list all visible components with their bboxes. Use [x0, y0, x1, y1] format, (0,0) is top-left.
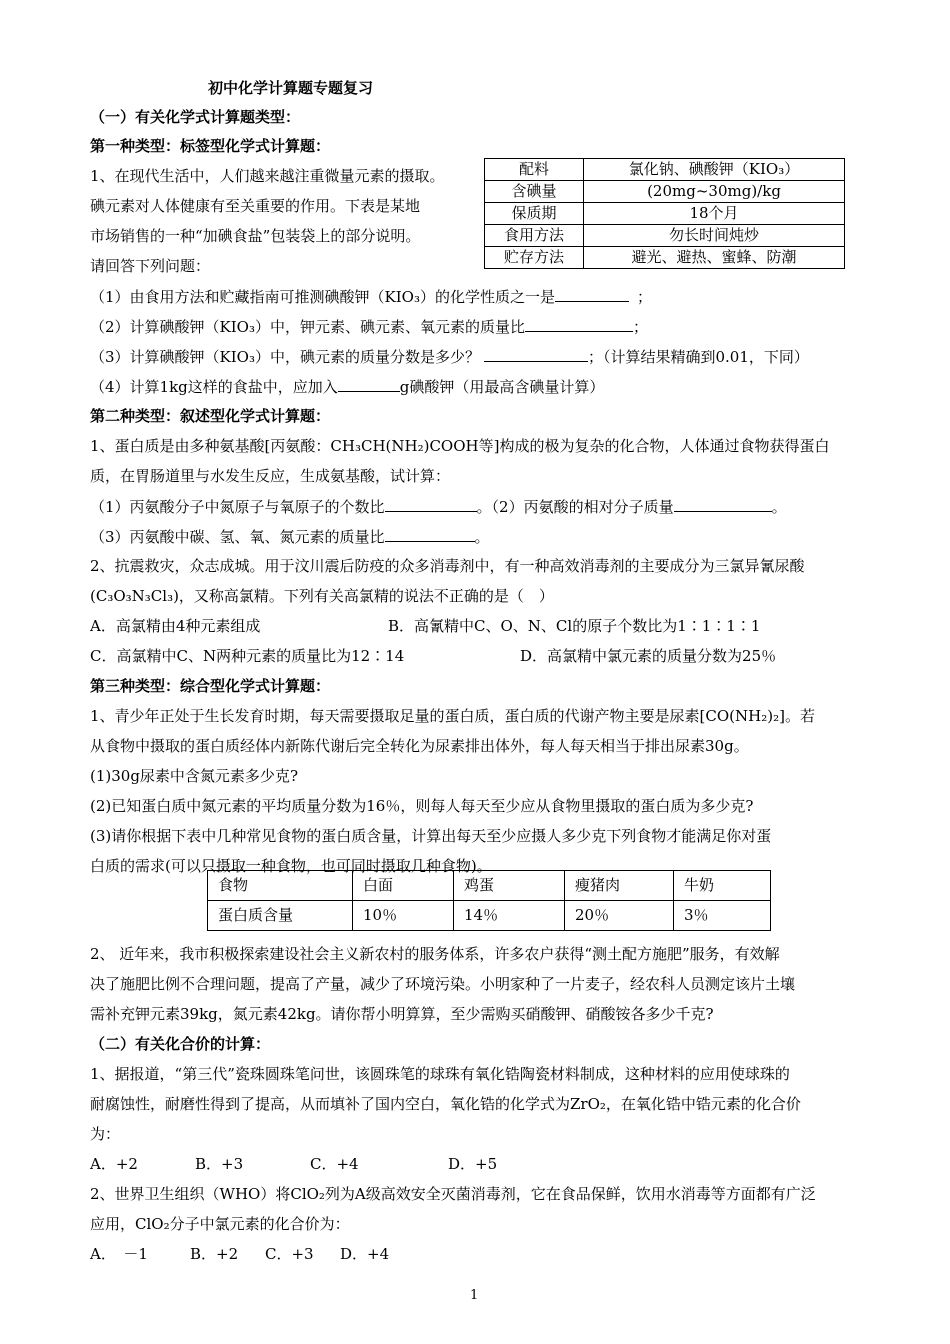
question-text: （3）计算碘酸钾（KIO₃）中，碘元素的质量分数是多少？ [90, 348, 480, 366]
section2-paragraph-line: 1、据报道，“第三代”瓷珠圆珠笔问世，该圆珠笔的球珠有氧化锆陶瓷材料制成，这种材料的应用使球珠的 [90, 1065, 790, 1083]
choice-c: C．+3 [265, 1245, 314, 1263]
type1-intro-line: 市场销售的一种“加碘食盐”包装袋上的部分说明。 [90, 227, 421, 245]
type2-paragraph-line: 质，在胃肠道里与水发生反应，生成氨基酸，试计算： [90, 467, 451, 485]
table-row [485, 203, 845, 225]
type3-subquestion-2: (2)已知蛋白质中氮元素的平均质量分数为16％，则每人每天至少应从食物里摄取的蛋白质为多少克? [90, 797, 754, 815]
question-text: ；（计算结果精确到0.01，下同） [588, 348, 809, 366]
question-text: （1）丙氨酸分子中氮原子与氧原子的个数比 [90, 498, 385, 516]
type2-question-3 [90, 526, 490, 547]
answer-blank[interactable] [385, 526, 475, 542]
section2-paragraph-line: 应用，ClO₂分子中氯元素的化合价为： [90, 1215, 350, 1233]
table-cell: 保质期 [485, 203, 584, 225]
table-cell: 勿长时间炖炒 [584, 225, 845, 247]
section2-paragraph-line: 2、世界卫生组织（WHO）将ClO₂列为A级高效安全灭菌消毒剂，它在食品保鲜，饮用水消毒等方面都有广泛 [90, 1185, 816, 1203]
type1-question-1 [90, 286, 652, 307]
table-cell: 含碘量 [485, 181, 584, 203]
type1-intro-line: 碘元素对人体健康有至关重要的作用。下表是某地 [90, 197, 421, 215]
choice-c: C．+4 [310, 1155, 359, 1173]
question-text: ； [637, 288, 653, 306]
section1-heading: （一）有关化学式计算题类型： [90, 108, 301, 126]
section2-heading: （二）有关化合价的计算： [90, 1035, 271, 1053]
type1-question-4 [90, 376, 604, 397]
type1-intro-line: 1、在现代生活中，人们越来越注重微量元素的摄取。 [90, 167, 445, 185]
question-text: （4）计算1kg这样的食盐中，应加入 [90, 378, 338, 396]
table-cell: 20％ [565, 901, 674, 931]
choice-d: D．高氯精中氯元素的质量分数为25％ [520, 647, 777, 665]
choice-b: B．高氰精中C、O、N、Cl的原子个数比为1∶1∶1∶1 [388, 617, 761, 635]
table-row [485, 225, 845, 247]
salt-label-table [484, 158, 845, 269]
question-text: （2）计算碘酸钾（KIO₃）中，钾元素、碘元素、氧元素的质量比 [90, 318, 525, 336]
question-text: （1）由食用方法和贮藏指南可推测碘酸钾（KIO₃）的化学性质之一是 [90, 288, 555, 306]
table-cell: 蛋白质含量 [208, 901, 353, 931]
table-row [208, 901, 771, 931]
table-cell: 3％ [674, 901, 771, 931]
type1-question-2 [90, 316, 648, 337]
choice-c: C．高氯精中C、N两种元素的质量比为12∶14 [90, 647, 405, 665]
answer-blank[interactable] [555, 286, 629, 302]
type3-paragraph-line: 需补充钾元素39kg，氮元素42kg。请你帮小明算算，至少需购买硝酸钾、硝酸铵各多少千克? [90, 1005, 714, 1023]
choice-d: D．+5 [448, 1155, 498, 1173]
type3-subquestion-3-cont: 白质的需求(可以只摄取一种食物，也可同时摄取几种食物)。 [90, 857, 492, 875]
table-cell: 10％ [353, 901, 454, 931]
question-text: （3）丙氨酸中碳、氢、氧、氮元素的质量比 [90, 528, 385, 546]
type1-intro-line: 请回答下列问题： [90, 257, 211, 275]
table-row [485, 181, 845, 203]
answer-blank[interactable] [525, 316, 633, 332]
page-title: 初中化学计算题专题复习 [208, 79, 374, 97]
type2-paragraph-line: 1、蛋白质是由多种氨基酸[丙氨酸：CH₃CH(NH₂)COOH等]构成的极为复杂的化合物，人体通过食物获得蛋白 [90, 437, 830, 455]
question-text: 。（2）丙氨酸的相对分子质量 [476, 498, 674, 516]
table-cell: 氯化钠、碘酸钾（KIO₃） [584, 159, 845, 181]
table-cell: 贮存方法 [485, 247, 584, 269]
answer-blank[interactable] [484, 346, 588, 362]
type2-heading: 第二种类型：叙述型化学式计算题： [90, 407, 331, 425]
type2-paragraph-line: 2、抗震救灾，众志成城。用于汶川震后防疫的众多消毒剂中，有一种高效消毒剂的主要成分为三氯异氰尿酸 [90, 557, 805, 575]
type1-question-3 [90, 346, 809, 367]
section2-paragraph-line: 为： [90, 1125, 121, 1143]
table-header-cell: 瘦猪肉 [565, 871, 674, 901]
answer-blank[interactable] [385, 496, 477, 512]
page-number: 1 [470, 1288, 479, 1303]
type3-subquestion-3: (3)请你根据下表中几种常见食物的蛋白质含量，计算出每天至少应摄人多少克下列食物才能满足你对蛋 [90, 827, 772, 845]
table-row [208, 871, 771, 901]
table-header-cell: 鸡蛋 [454, 871, 565, 901]
table-cell: 食用方法 [485, 225, 584, 247]
table-header-cell: 白面 [353, 871, 454, 901]
choice-b: B．+2 [190, 1245, 239, 1263]
section2-paragraph-line: 耐腐蚀性，耐磨性得到了提高，从而填补了国内空白，氧化锆的化学式为ZrO₂，在氧化锆中锆元素的化合价 [90, 1095, 801, 1113]
question-text: ； [633, 318, 649, 336]
table-cell: (20mg~30mg)/kg [584, 181, 845, 203]
table-cell: 18个月 [584, 203, 845, 225]
question-text: 。 [474, 528, 490, 546]
type3-subquestion-1: (1)30g尿素中含氮元素多少克? [90, 767, 298, 785]
type3-paragraph-line: 2、 近年来，我市积极探索建设社会主义新农村的服务体系，许多农户获得“测土配方施肥”服务，有效解 [90, 945, 780, 963]
table-cell: 14％ [454, 901, 565, 931]
table-header-cell: 牛奶 [674, 871, 771, 901]
type3-heading: 第三种类型：综合型化学式计算题： [90, 677, 331, 695]
table-row [485, 159, 845, 181]
table-cell: 避光、避热、蜜蜂、防潮 [584, 247, 845, 269]
question-text: 。 [771, 498, 787, 516]
answer-blank[interactable] [338, 376, 400, 392]
type3-paragraph-line: 决了施肥比例不合理问题，提高了产量，减少了环境污染。小明家种了一片麦子，经农科人员测定该片土壤 [90, 975, 796, 993]
table-header-cell: 食物 [208, 871, 353, 901]
answer-blank[interactable] [674, 496, 772, 512]
choice-d: D．+4 [340, 1245, 390, 1263]
table-row [485, 247, 845, 269]
choice-a: A．+2 [90, 1155, 138, 1173]
type3-paragraph-line: 从食物中摄取的蛋白质经体内新陈代谢后完全转化为尿素排出体外，每人每天相当于排出尿素30g。 [90, 737, 749, 755]
choice-a: A． －1 [90, 1245, 148, 1263]
food-protein-table [207, 870, 771, 931]
type3-paragraph-line: 1、青少年正处于生长发育时期，每天需要摄取足量的蛋白质，蛋白质的代谢产物主要是尿素[CO(NH₂)₂]。若 [90, 707, 815, 725]
table-cell: 配料 [485, 159, 584, 181]
type1-heading: 第一种类型：标签型化学式计算题： [90, 137, 331, 155]
type2-paragraph-line: (C₃O₃N₃Cl₃)，又称高氯精。下列有关高氯精的说法不正确的是（ ） [90, 587, 554, 605]
choice-b: B．+3 [195, 1155, 244, 1173]
question-text: g碘酸钾（用最高含碘量计算） [399, 378, 605, 396]
choice-a: A．高氯精由4种元素组成 [90, 617, 261, 635]
type2-questions-1-2 [90, 496, 787, 517]
